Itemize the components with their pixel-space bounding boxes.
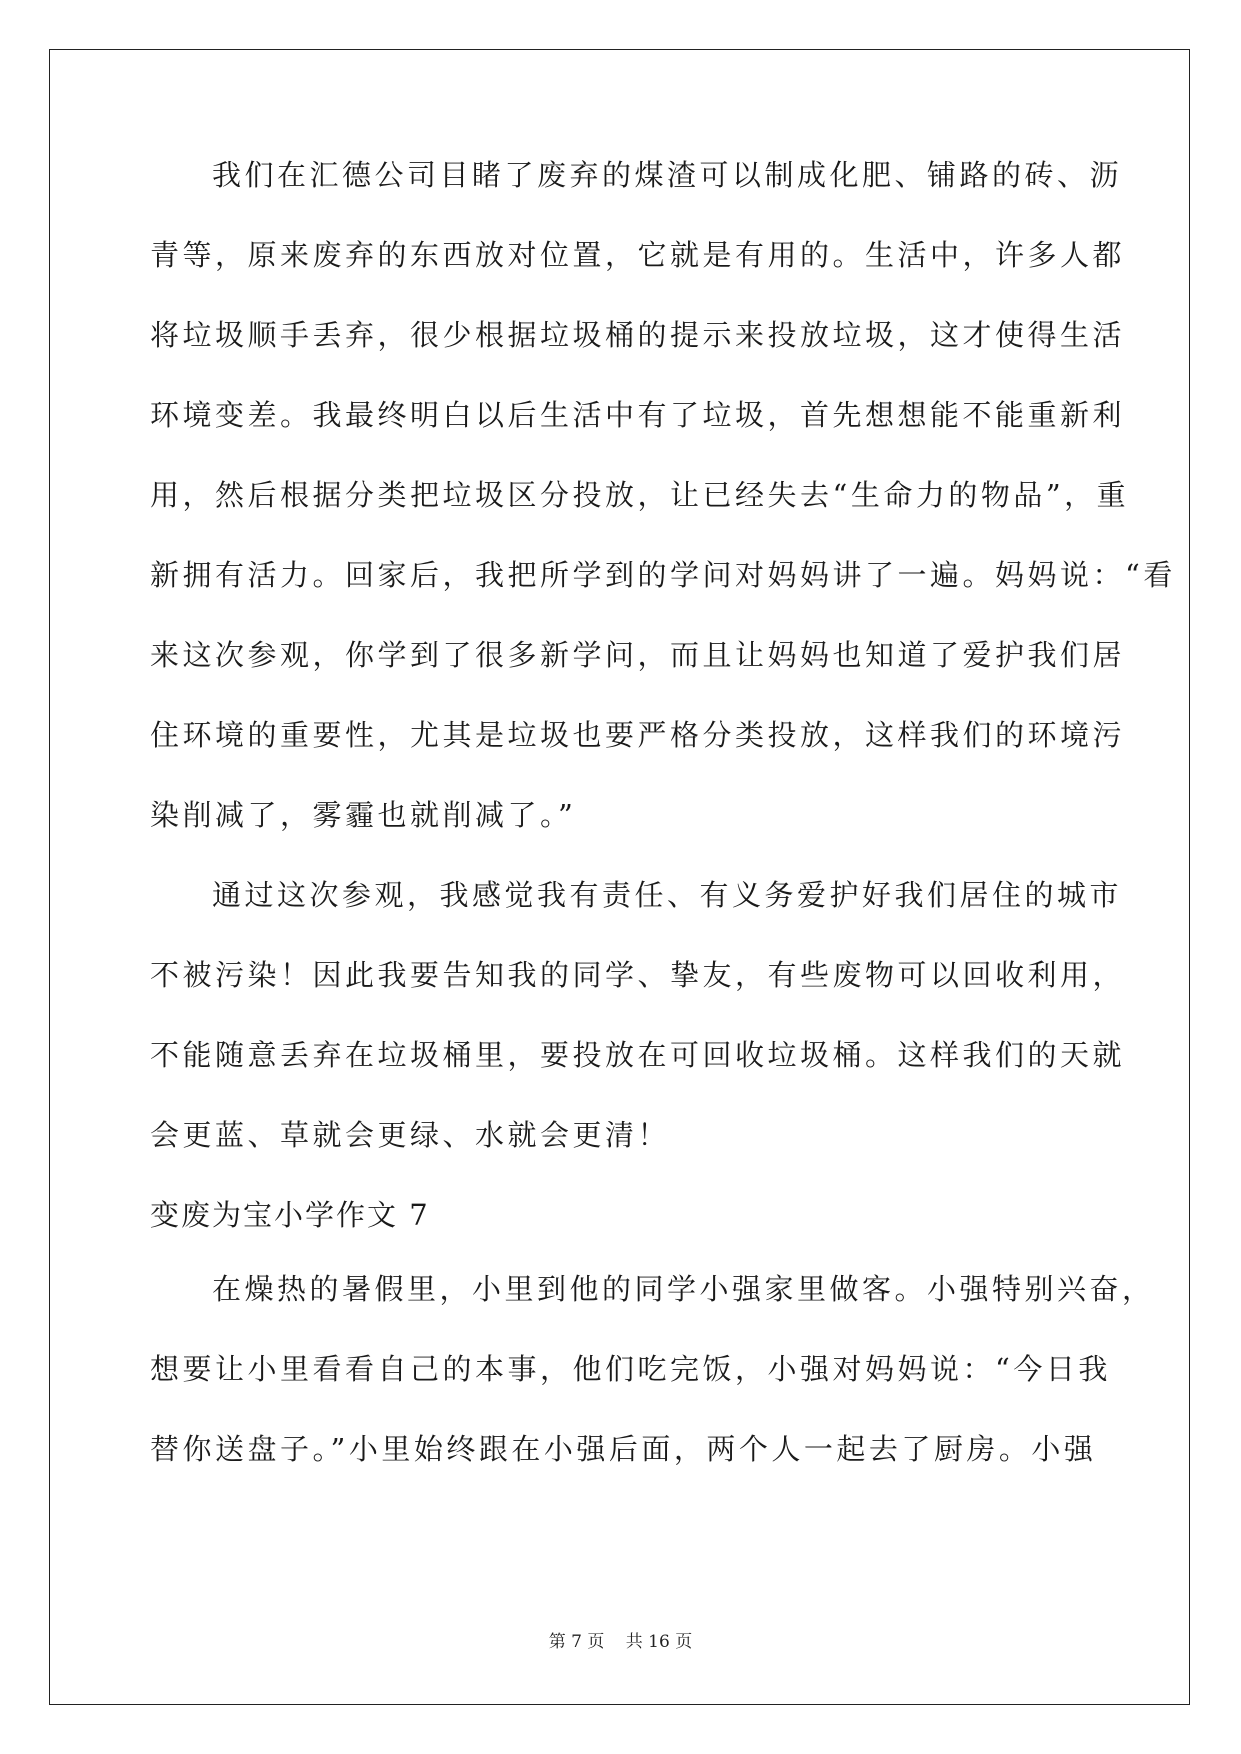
paragraph-line: 我们在汇德公司目睹了废弃的煤渣可以制成化肥、铺路的砖、沥 [212,158,1123,192]
paragraph-line: 新拥有活力。回家后，我把所学到的学问对妈妈讲了一遍。妈妈说：“看 [150,558,1176,592]
paragraph-line: 通过这次参观，我感觉我有责任、有义务爱护好我们居住的城市 [212,878,1123,912]
paragraph-line: 不被污染！因此我要告知我的同学、挚友，有些废物可以回收利用， [150,958,1126,992]
page-number: 第 7 页 [548,1632,605,1652]
page-total: 共 16 页 [625,1632,693,1652]
paragraph-line: 不能随意丢弃在垃圾桶里，要投放在可回收垃圾桶。这样我们的天就 [150,1038,1126,1072]
document-body [150,155,1176,1509]
section-heading: 变废为宝小学作文 7 [150,1198,430,1232]
paragraph-line: 环境变差。我最终明白以后生活中有了垃圾，首先想想能不能重新利 [150,398,1126,432]
paragraph-line: 住环境的重要性，尤其是垃圾也要严格分类投放，这样我们的环境污 [150,718,1126,752]
paragraph-line: 用，然后根据分类把垃圾区分投放，让已经失去“生命力的物品”，重 [150,478,1130,512]
paragraph-line: 替你送盘子。”小里始终跟在小强后面，两个人一起去了厨房。小强 [150,1432,1097,1466]
page-footer [0,1627,1241,1652]
paragraph-line: 青等，原来废弃的东西放对位置，它就是有用的。生活中，许多人都 [150,238,1126,272]
paragraph-line: 来这次参观，你学到了很多新学问，而且让妈妈也知道了爱护我们居 [150,638,1126,672]
paragraph-line: 将垃圾顺手丢弃，很少根据垃圾桶的提示来投放垃圾，这才使得生活 [150,318,1126,352]
paragraph-line: 在燥热的暑假里，小里到他的同学小强家里做客。小强特别兴奋， [212,1272,1155,1306]
paragraph-line: 想要让小里看看自己的本事，他们吃完饭，小强对妈妈说：“今日我 [150,1352,1111,1386]
paragraph-line: 染削减了，雾霾也就削减了。” [150,798,577,832]
paragraph-line: 会更蓝、草就会更绿、水就会更清！ [150,1118,671,1152]
